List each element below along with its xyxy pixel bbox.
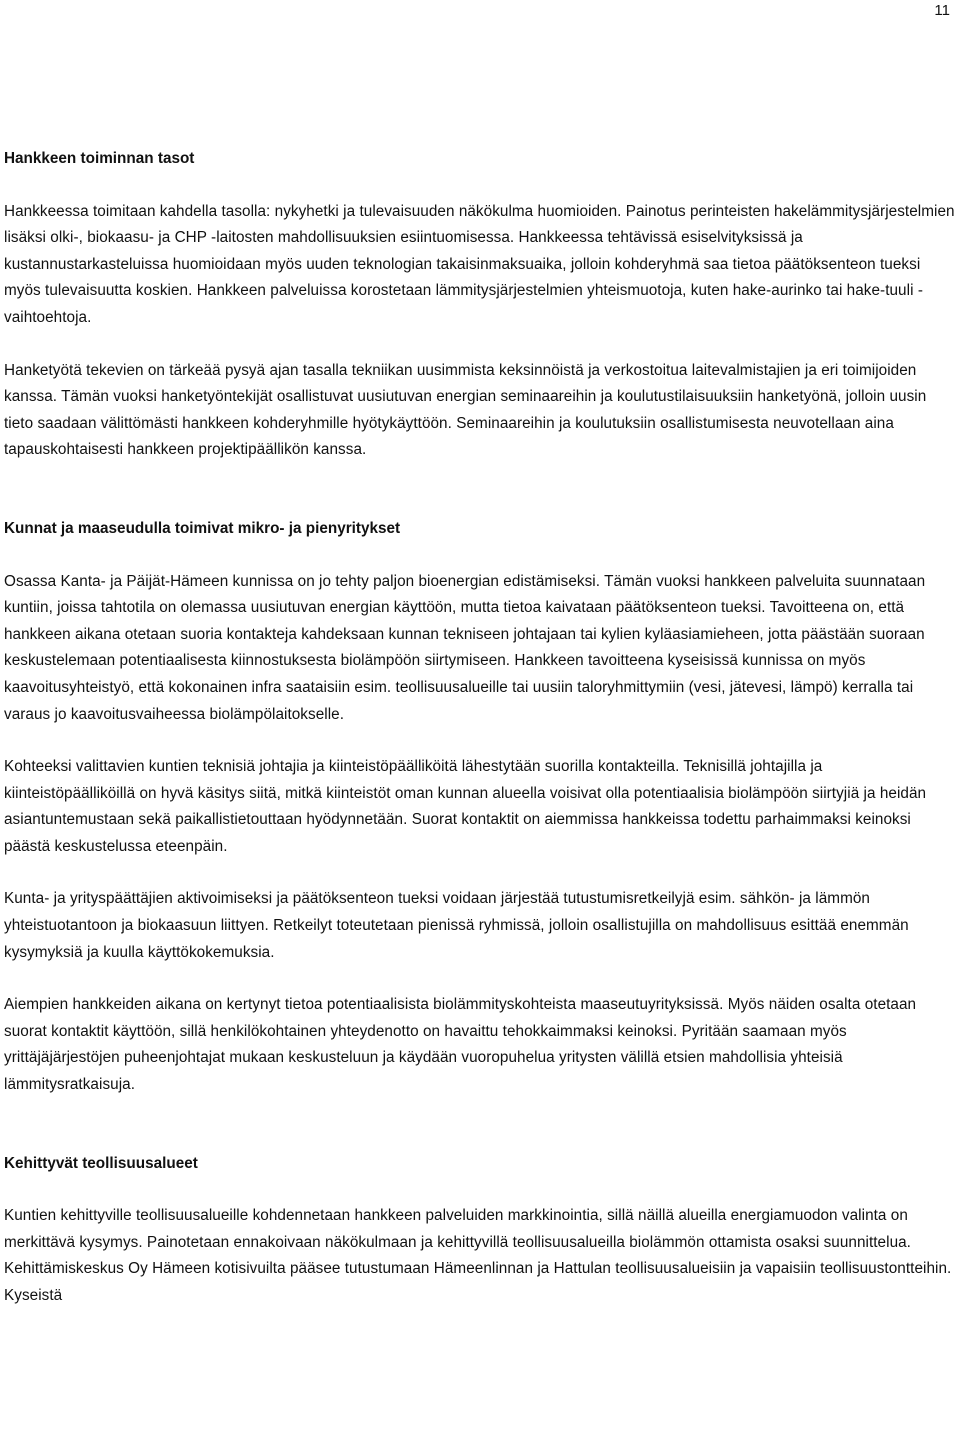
paragraph: Hankkeessa toimitaan kahdella tasolla: nykyhetki ja tulevaisuuden näkökulma huomioiden. Painotus perinteisten hakelämmitysjärjestelmien lisäksi olki-, biokaasu- ja CHP -laitosten mahdollisuuksien esiintuomisessa. Hankkeessa tehtävissä esiselvityksissä ja kustannustarkasteluissa huomioidaan myös uuden teknologian takaisinmaksuaika, jolloin kohderyhmä saa tietoa päätöksenteon tueksi myös tulevaisuutta koskien. Hankkeen palveluissa korostetaan lämmitysjärjestelmien yhteismuotoja, kuten hake-aurinko tai hake-tuuli -vaihtoehtoja. [4,202,955,326]
section-heading: Hankkeen toiminnan tasot [4,150,195,167]
paragraph: Hanketyötä tekevien on tärkeää pysyä ajan tasalla tekniikan uusimmista keksinnöistä ja verkostoitua laitevalmistajien ja eri toimijoiden kanssa. Tämän vuoksi hanketyöntekijät osallistuvat uusiutuvan energian seminaareihin ja koulutustilaisuuksiin hanketyönä, jolloin uusin tieto saadaan välittömästi hankkeen kohderyhmille hyötykäyttöön. Seminaareihin ja koulutuksiin osallistumisesta neuvotellaan aina tapauskohtaisesti hankkeen projektipäällikön kanssa. [4,361,927,459]
paragraph: Kohteeksi valittavien kuntien teknisiä johtajia ja kiinteistöpäälliköitä lähestytään suorilla kontakteilla. Teknisillä johtajilla ja kiinteistöpäälliköillä on hyvä käsitys siitä, mitkä kiinteistöt oman kunnan alueella voisivat olla potentiaalisia biolämpöön siirtyjiä ja heidän asiantuntemustaan sekä paikallistietouttaan hyödynnetään. Suorat kontaktit on aiemmissa hankkeissa todettu parhaimmaksi keinoksi päästä keskustelussa eteenpäin. [4,758,927,855]
paragraph: Kuntien kehittyville teollisuusalueille kohdennetaan hankkeen palveluiden markkinointia, sillä näillä alueilla energiamuodon valinta on merkittävä kysymys. Painotetaan ennakoivaan näkökulmaan ja kehittyvillä teollisuusalueilla biolämmön ottamista osaksi suunnittelua. Kehittämiskeskus Oy Hämeen kotisivuilta pääsee tutustumaan Hämeenlinnan ja Hattulan teollisuusalueisiin ja vapaisiin teollisuustontteihin. Kyseistä [4,1207,952,1304]
paragraph: Kunta- ja yrityspäättäjien aktivoimiseksi ja päätöksenteon tueksi voidaan järjestää tutustumisretkeilyjä esim. sähkön- ja lämmön yhteistuotantoon ja biokaasuun liittyen. Retkeilyt toteutetaan pienissä ryhmissä, jolloin osallistujilla on mahdollisuus esittää enemmän kysymyksiä ja kuulla käyttökokemuksia. [4,890,909,961]
document-body [4,146,956,1310]
paragraph: Aiempien hankkeiden aikana on kertynyt tietoa potentiaalisista biolämmityskohteista maaseutuyrityksissä. Myös näiden osalta otetaan suorat kontaktit käyttöön, sillä henkilökohtainen yhteydenotto on havaittu tehokkaimmaksi keinoksi. Pyritään saamaan myös yrittäjäjärjestöjen puheenjohtajat mukaan keskusteluun ja käydään vuoropuhelua yritysten välillä etsien mahdollisia yhteisiä lämmitysratkaisuja. [4,996,917,1094]
page-number: 11 [934,2,950,19]
paragraph: Osassa Kanta- ja Päijät-Hämeen kunnissa on jo tehty paljon bioenergian edistämiseksi. Tämän vuoksi hankkeen palveluita suunnataan kuntiin, joissa tahtotila on olemassa uusiutuvan energian käyttöön, mutta tietoa kaivataan päätöksenteon tueksi. Tavoitteena on, että hankkeen aikana otetaan suoria kontakteja kahdeksaan kunnan tekniseen johtajaan tai kylien kyläasiamieheen, jotta päästään suoraan keskustelemaan potentiaalisesta kiinnostuksesta biolämpöön siirtymiseen. Hankkeen tavoitteena kyseisissä kunnissa on myös kaavoitusyhteistyö, että kokonainen infra saataisiin esim. teollisuusalueille tai uusiin taloryhmittymiin (vesi, jätevesi, lämpö) kerralla tai varaus jo kaavoitusvaiheessa biolämpölaitokselle. [4,572,926,723]
section-heading: Kunnat ja maaseudulla toimivat mikro- ja pienyritykset [4,519,401,537]
section-heading: Kehittyvät teollisuusalueet [4,1154,198,1172]
